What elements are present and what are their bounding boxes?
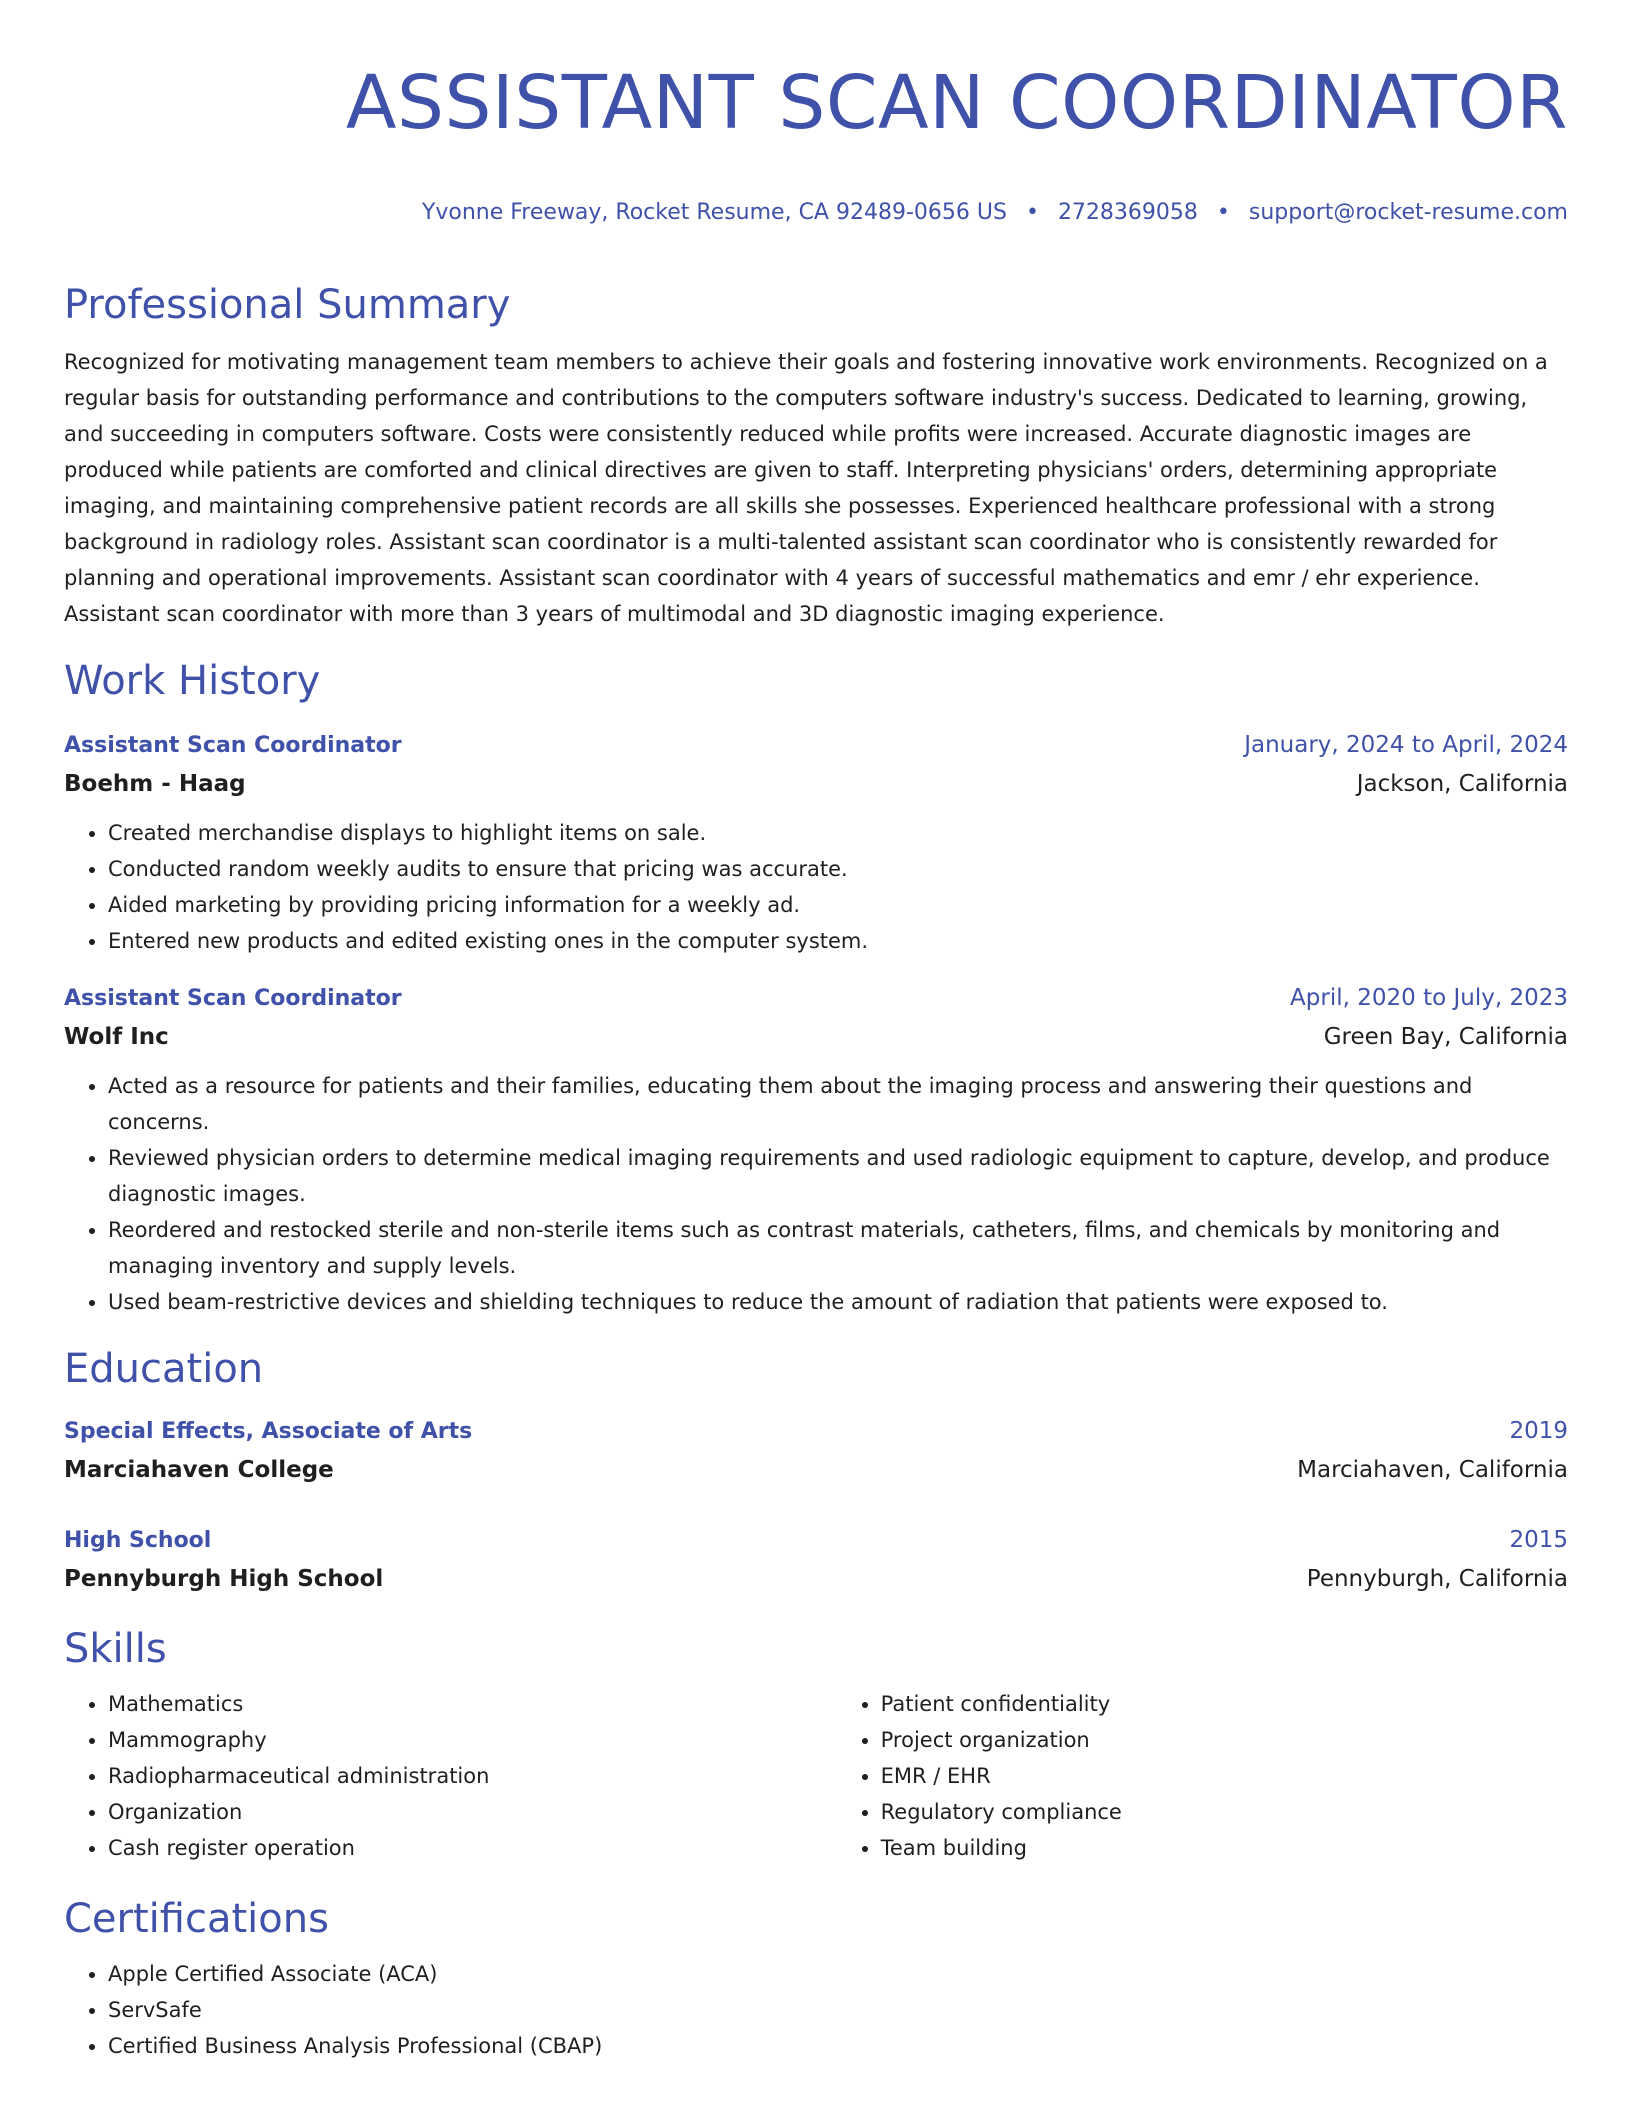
contact-address: Yvonne Freeway, Rocket Resume, CA 92489-0656 US [421,199,1007,225]
education-entry [64,1521,1568,1598]
job-company: Wolf Inc [64,1023,169,1050]
skill-item: • Cash register operation [108,1830,837,1866]
skill-item: • Organization [108,1794,837,1830]
job-location: Green Bay, California [1323,1023,1568,1050]
section-title-education: Education [64,1345,264,1392]
job-bullets [64,815,1568,959]
job-bullet: • Used beam-restrictive devices and shielding techniques to reduce the amount of radiation that patients were exposed to. [108,1284,1568,1320]
resume-page [64,0,1568,2064]
education-degree: High School [64,1527,212,1553]
education-location: Marciahaven, California [1297,1456,1568,1483]
education-header-row [64,1412,1568,1451]
job-company-row [64,1018,1568,1056]
job-role: Assistant Scan Coordinator [64,732,402,758]
skill-item: • Regulatory compliance [881,1794,1568,1830]
education-school-row [64,1451,1568,1489]
education-year: 2015 [1509,1526,1568,1553]
certifications-list [64,1956,1568,2064]
education-degree: Special Effects, Associate of Arts [64,1418,473,1444]
skill-item: • Radiopharmaceutical administration [108,1758,837,1794]
contact-separator: • [1025,199,1039,225]
job-bullet: • Acted as a resource for patients and their families, educating them about the imaging process and answering their questions and concerns. [108,1068,1568,1140]
certification-item: • ServSafe [108,1992,1568,2028]
education-header-row [64,1521,1568,1560]
skill-item: • Patient confidentiality [881,1686,1568,1722]
education-location: Pennyburgh, California [1306,1565,1568,1592]
section-title-work-history: Work History [64,657,321,704]
education-entry [64,1412,1568,1489]
job-role: Assistant Scan Coordinator [64,985,402,1011]
section-title-summary: Professional Summary [64,281,511,328]
job-bullet: • Created merchandise displays to highlight items on sale. [108,815,1568,851]
certification-item: • Certified Business Analysis Professional (CBAP) [108,2028,1568,2064]
skill-item: • EMR / EHR [881,1758,1568,1794]
job-header-row [64,979,1568,1018]
job-bullet: • Entered new products and edited existing ones in the computer system. [108,923,1568,959]
job-location: Jackson, California [1356,770,1568,797]
education-year: 2019 [1509,1417,1568,1444]
contact-separator: • [1216,199,1230,225]
skill-item: • Mathematics [108,1686,837,1722]
summary-text: Recognized for motivating management team members to achieve their goals and fostering innovative work environments. Recognized on a regular basis for outstanding performance and contributions to the computers software industry's success. Dedicated to learning, growing, and succeeding in computers software. Costs were consistently reduced while profits were increased. Accurate diagnostic images are produced while patients are comforted and clinical directives are given to staff. Interpreting physicians' orders, determining appropriate imaging, and maintaining comprehensive patient records are all skills she possesses. Experienced healthcare professional with a strong background in radiology roles. Assistant scan coordinator is a multi-talented assistant scan coordinator who is consistently rewarded for planning and operational improvements. Assistant scan coordinator with 4 years of successful mathematics and emr / ehr experience. Assistant scan coordinator with more than 3 years of multimodal and 3D diagnostic imaging experience. [64,349,1548,626]
job-dates: January, 2024 to April, 2024 [1244,731,1568,758]
education-school-row [64,1560,1568,1598]
job-bullet: • Reviewed physician orders to determine medical imaging requirements and used radiologic equipment to capture, develop, and produce diagnostic images. [108,1140,1568,1212]
skills-column-left [64,1686,837,1866]
job-company: Boehm - Haag [64,770,246,797]
job-bullet: • Reordered and restocked sterile and non-sterile items such as contrast materials, catheters, films, and chemicals by monitoring and managing inventory and supply levels. [108,1212,1568,1284]
job-bullet: • Aided marketing by providing pricing information for a weekly ad. [108,887,1568,923]
job-bullets [64,1068,1568,1320]
skills-column-right [837,1686,1568,1866]
contact-email: support@rocket-resume.com [1248,199,1568,225]
skill-item: • Team building [881,1830,1568,1866]
skill-item: • Mammography [108,1722,837,1758]
job-bullet: • Conducted random weekly audits to ensure that pricing was accurate. [108,851,1568,887]
job-header-row [64,726,1568,765]
skill-item: • Project organization [881,1722,1568,1758]
section-title-skills: Skills [64,1625,167,1672]
job-entry [64,726,1568,959]
skills-list [64,1686,1568,1866]
contact-phone: 2728369058 [1057,199,1198,225]
job-dates: April, 2020 to July, 2023 [1290,984,1568,1011]
job-company-row [64,765,1568,803]
education-school: Pennyburgh High School [64,1565,384,1592]
education-school: Marciahaven College [64,1456,334,1483]
job-entry [64,979,1568,1320]
candidate-title: ASSISTANT SCAN COORDINATOR [345,60,1568,146]
contact-line [64,198,1568,228]
certification-item: • Apple Certified Associate (ACA) [108,1956,1568,1992]
section-title-certifications: Certifications [64,1895,329,1942]
